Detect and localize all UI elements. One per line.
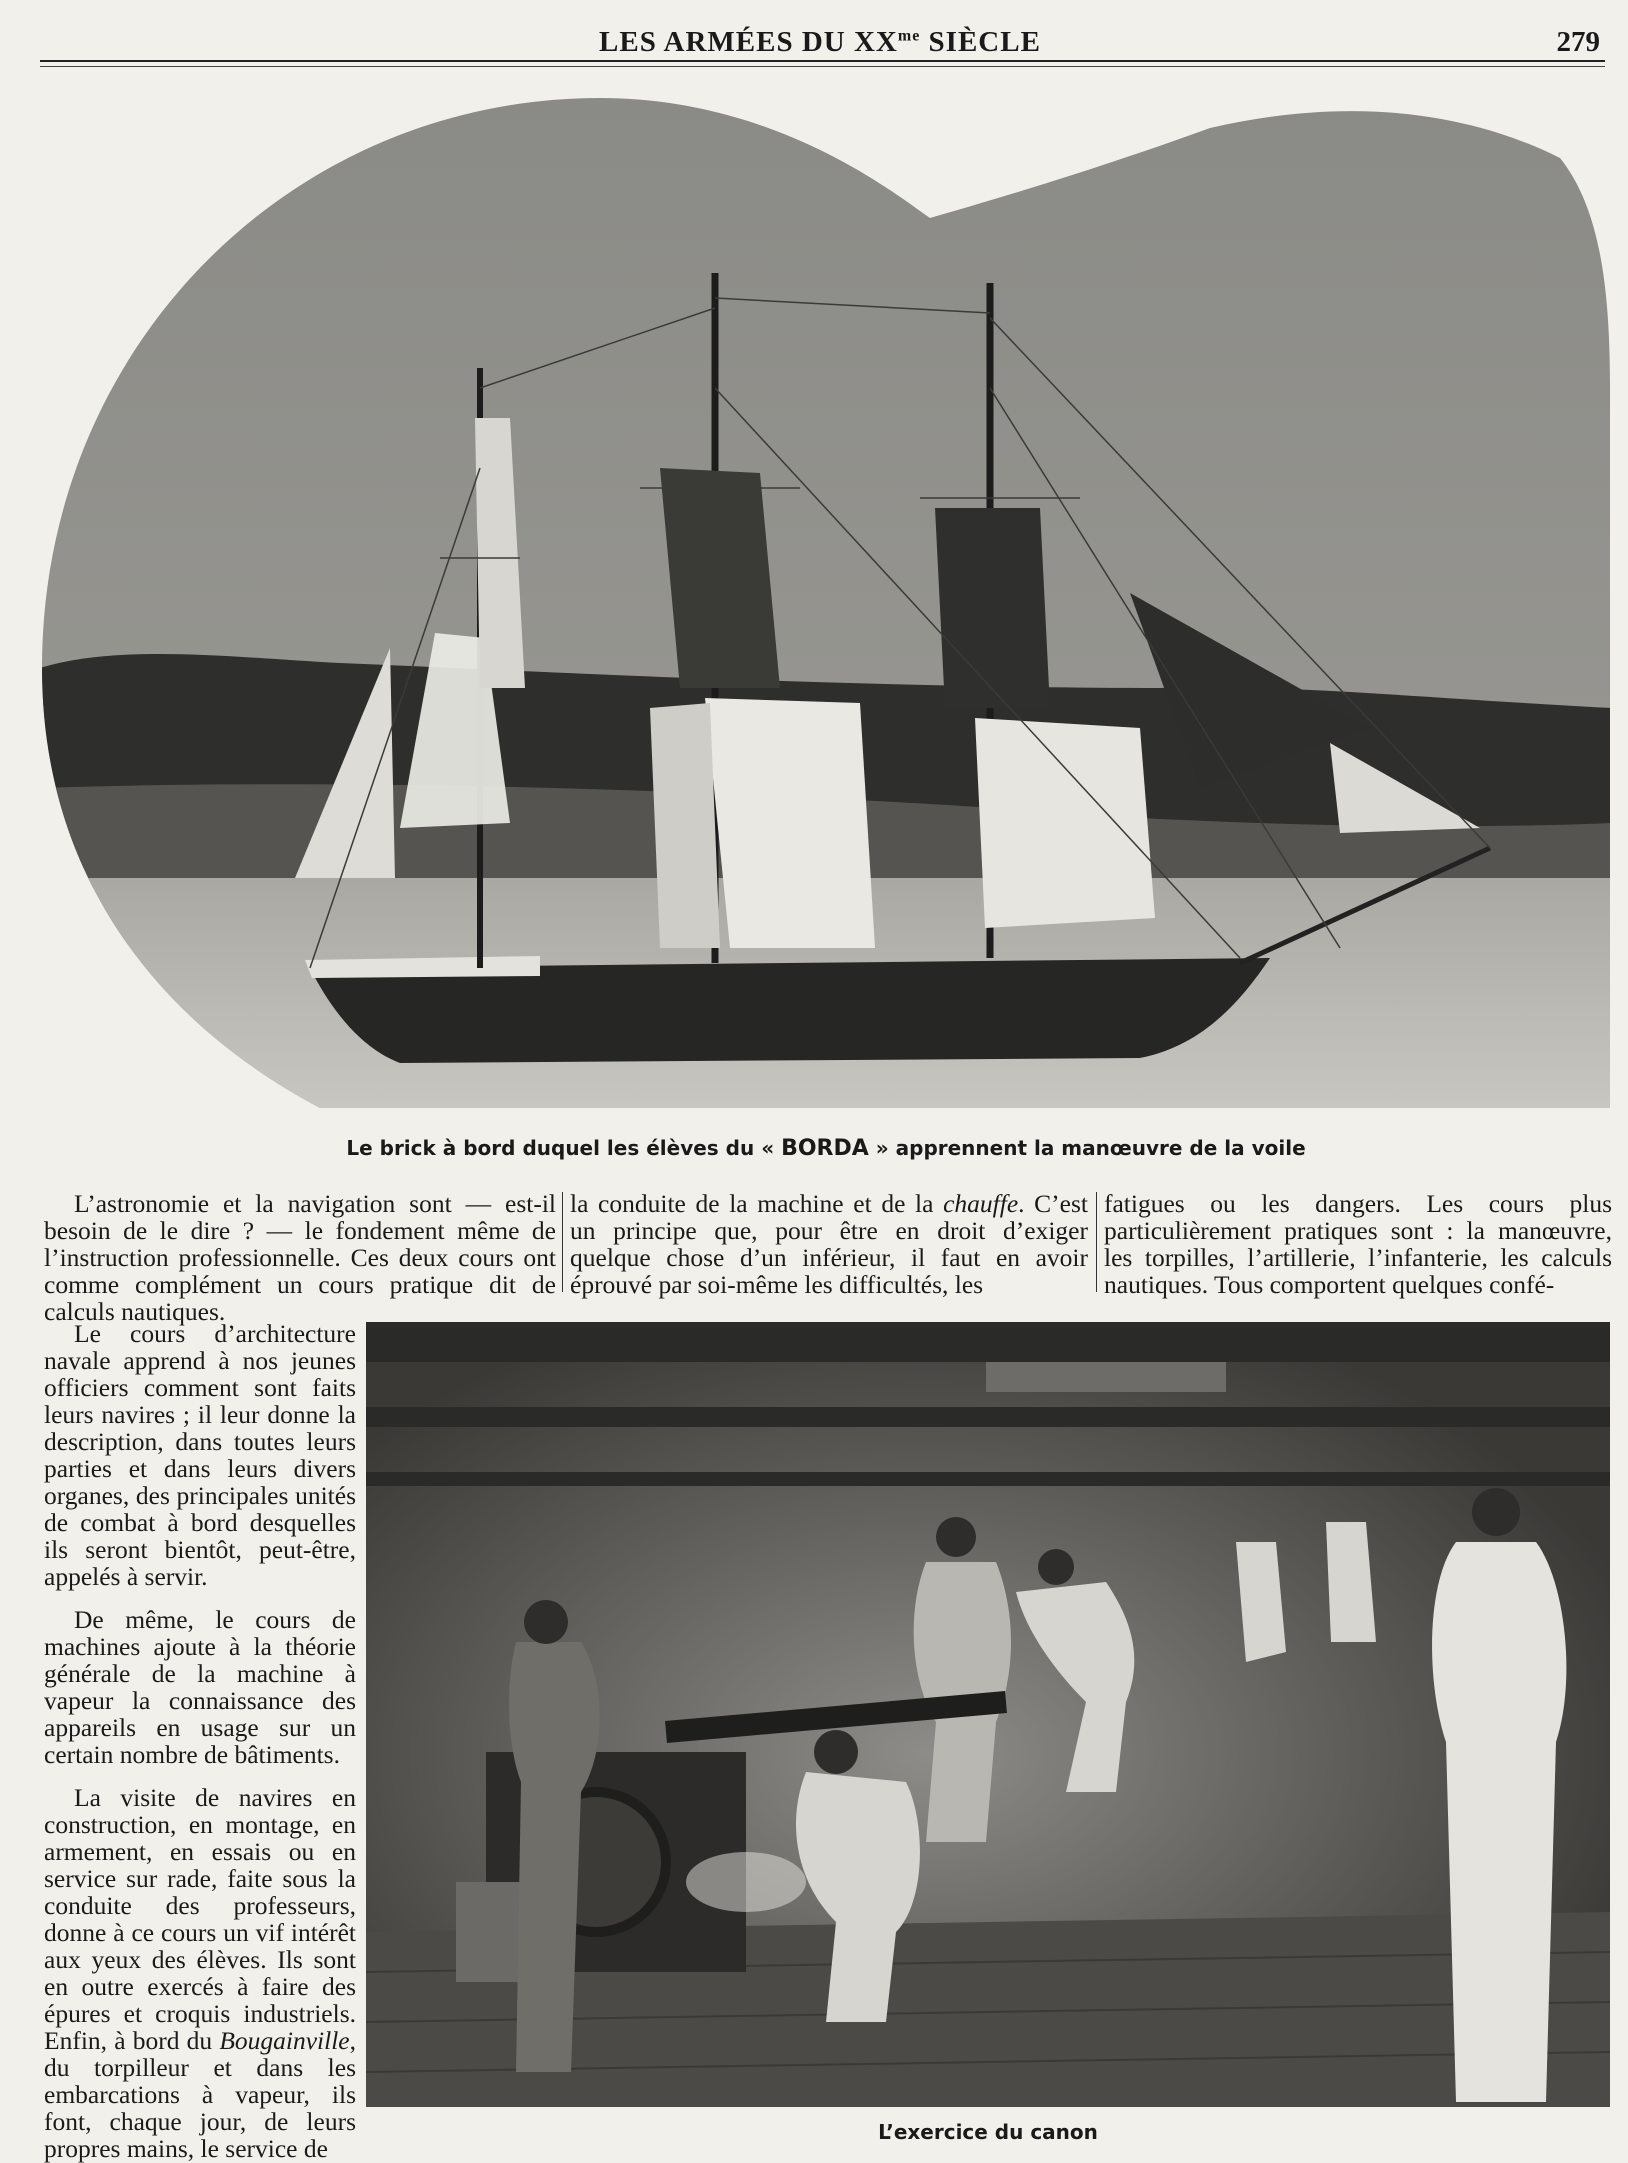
emphasis-chauffe: chauffe <box>943 1189 1019 1218</box>
gun-drill-photo <box>366 1322 1610 2107</box>
brig-caption-text-end: » apprennent la manœuvre de la voile <box>868 1136 1306 1160</box>
column-2-top <box>570 1190 1088 1298</box>
header-rule-thin <box>40 66 1605 67</box>
paragraph-architecture: Le cours d’architecture navale apprend à nos jeunes officiers comment sont faits leurs navires ; il leur donne la description, dans toutes leurs parties et dans leurs divers organes, des principales unités de combat à bord desquelles ils seront bientôt, peut-être, appelés à servir. <box>44 1319 356 1591</box>
column-1-lower <box>44 1320 356 2162</box>
paragraph-visite <box>44 1784 356 2162</box>
paragraph-machines: De même, le cours de machines ajoute à la théorie générale de la machine à vapeur la connaissance des appareils en usage sur un certain nombre de bâtiments. <box>44 1605 356 1769</box>
brig-photo-illustration <box>40 88 1612 1113</box>
running-title-superscript: me <box>897 27 921 45</box>
column-divider <box>1096 1192 1097 1292</box>
brig-photo <box>40 88 1612 1113</box>
brig-caption-text: Le brick à bord duquel les élèves du « <box>346 1136 782 1160</box>
text-run: la conduite de la machine et de la <box>570 1189 944 1218</box>
page-number: 279 <box>1556 26 1600 58</box>
emphasis-bougainville: Bougainville <box>219 2026 350 2055</box>
column-3-top <box>1104 1190 1612 1298</box>
running-title-text: LES ARMÉES DU XX <box>599 26 898 58</box>
gun-drill-illustration <box>366 1322 1610 2107</box>
running-title-suffix: SIÈCLE <box>920 26 1041 58</box>
paragraph-courses-continued: fatigues ou les dangers. Les cours plus particulièrement pratiques sont : la manœuvre, les torpilles, l’artillerie, l’infanterie, les calculs nautiques. Tous comportent quelques confé- <box>1104 1189 1612 1299</box>
paragraph-machine-continued <box>570 1190 1088 1298</box>
column-1-top <box>44 1190 556 1325</box>
text-run: La visite de navires en construction, en montage, en armement, en essais ou en service sur rade, faite sous la conduite des professeurs, donne à ce cours un vif intérêt aux yeux des élèves. Ils sont en outre exercés à faire des épures et croquis industriels. Enfin, à bord du <box>44 1783 356 2055</box>
header-rule <box>40 60 1605 62</box>
running-title <box>40 26 1600 59</box>
running-head <box>40 22 1600 62</box>
brig-caption-ship-name: BORDA <box>781 1136 869 1161</box>
brig-caption <box>40 1136 1612 1161</box>
gun-drill-caption: L’exercice du canon <box>878 2120 1098 2144</box>
text-run: , du torpilleur et dans les embarcations à vapeur, ils font, chaque jour, de leurs propres mains, le service de <box>44 2026 356 2163</box>
paragraph-astronomy: L’astronomie et la navigation sont — est-il besoin de le dire ? — le fondement même de l’instruction professionnelle. Ces deux cours ont comme complément un cours pratique dit de calculs nautiques. <box>44 1189 556 1326</box>
column-divider <box>562 1192 563 1292</box>
text-run: . C’est un principe que, pour être en droit d’exiger quelque chose d’un inférieur, il faut en avoir éprouvé par soi-même les difficultés, les <box>570 1189 1089 1299</box>
